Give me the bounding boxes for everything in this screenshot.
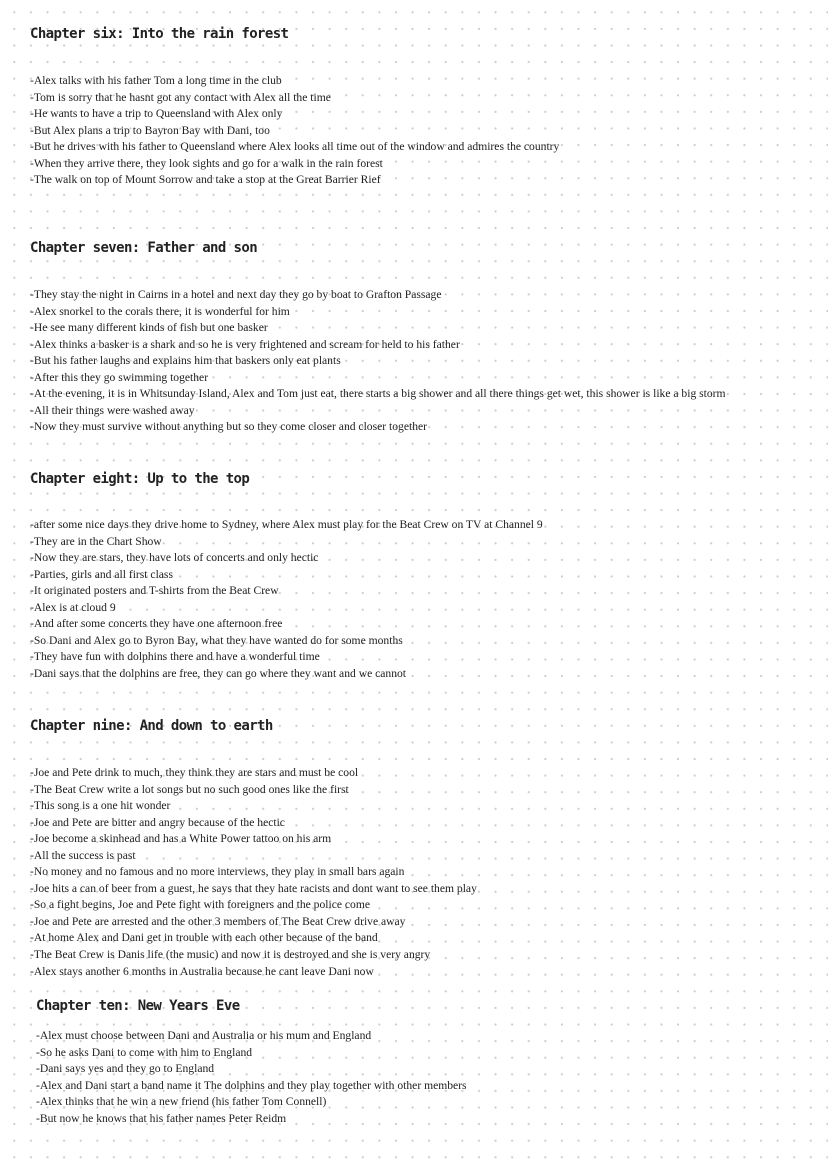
chapter-seven [30,240,810,436]
note-line: -Alex talks with his father Tom a long time in the club [30,74,282,87]
note-line: -Dani says that the dolphins are free, they can go where they want and we cannot [30,666,407,680]
note-line: -He wants to have a trip to Queensland with Alex only [30,107,283,121]
note-line: -And after some concerts they have one afternoon free [30,617,283,631]
chapter-notes [30,73,810,189]
chapter-eight [30,471,810,682]
note-line: -Alex must choose between Dani and Australia or his mum and England [36,1029,372,1042]
note-line: -All the success is past [30,848,136,862]
note-line: -Alex stays another 6 months in Australia because he cant leave Dani now [30,964,374,978]
note-line: -Joe become a skinhead and has a White Power tattoo on his arm [30,832,332,846]
chapter-title: Chapter eight: Up to the top [30,471,250,487]
note-line: -Alex is at cloud 9 [30,600,116,614]
note-line: -Tom is sorry that he hasnt got any contact with Alex all the time [30,90,331,104]
note-line: -They stay the night in Cairns in a hotel and next day they go by boat to Grafton Passage [30,288,442,301]
note-line: -Joe and Pete are bitter and angry because of the hectic [30,815,285,829]
note-line: -Joe and Pete drink to much, they think they are stars and must be cool [30,766,359,779]
note-line: -All their things were washed away [30,403,195,417]
note-line: -When they arrive there, they look sights and go for a walk in the rain forest [30,156,383,170]
note-line: -No money and no famous and no more interviews, they play in small bars again [30,865,405,879]
note-line: -Alex and Dani start a band name it The dolphins and they play together with other members [36,1078,467,1092]
note-line: -Joe and Pete are arrested and the other 3 members of The Beat Crew drive away [30,914,406,928]
note-line: -Now they must survive without anything but so they come closer and closer together [30,420,428,434]
note-line: -They have fun with dolphins there and have a wonderful time [30,650,320,664]
chapter-notes [36,1028,816,1127]
note-line: -He see many different kinds of fish but one basker [30,321,268,335]
chapter-title: Chapter ten: New Years Eve [36,998,240,1014]
note-line: -So Dani and Alex go to Byron Bay, what they have wanted do for some months [30,633,403,647]
chapter-nine [30,718,810,980]
note-line: -They are in the Chart Show [30,534,162,548]
note-line: -It originated posters and T-shirts from the Beat Crew [30,584,279,598]
chapter-title: Chapter six: Into the rain forest [30,26,289,42]
note-line: -At the evening, it is in Whitsunday Island, Alex and Tom just eat, there starts a big shower and all there things get wet, this shower is like a big storm [30,387,726,401]
chapter-notes [30,287,810,436]
chapter-title: Chapter seven: Father and son [30,240,258,256]
note-line: -The Beat Crew write a lot songs but no such good ones like the first [30,782,349,796]
chapter-six [30,26,810,189]
note-line: -So he asks Dani to come with him to England [36,1045,253,1059]
note-line: -Dani says yes and they go to England [36,1062,215,1076]
note-line: -Alex snorkel to the corals there, it is wonderful for him [30,304,290,318]
note-line: -But now he knows that his father names Peter Reidm [36,1111,287,1125]
note-line: -Alex thinks that he win a new friend (his father Tom Connell) [36,1095,327,1109]
note-line: -The Beat Crew is Danis life (the music) and now it is destroyed and she is very angry [30,948,431,962]
note-line: -But his father laughs and explains him that baskers only eat plants [30,354,341,368]
note-line: -Alex thinks a basker is a shark and so he is very frightened and scream for held to his father [30,337,460,351]
note-line: -after some nice days they drive home to Sydney, where Alex must play for the Beat Crew on TV at Channel 9 [30,518,543,531]
note-line: -But Alex plans a trip to Bayron Bay with Dani, too [30,123,270,137]
chapter-notes [30,517,810,682]
note-line: -At home Alex and Dani get in trouble with each other because of the band [30,931,378,945]
note-line: -Joe hits a can of beer from a guest, he says that they hate racists and dont want to see them play [30,881,477,895]
note-line: -This song is a one hit wonder [30,799,171,813]
note-line: -Now they are stars, they have lots of concerts and only hectic [30,551,319,565]
note-line: -The walk on top of Mount Sorrow and take a stop at the Great Barrier Rief [30,173,381,187]
note-line: -So a fight begins, Joe and Pete fight with foreigners and the police come [30,898,370,912]
chapter-title: Chapter nine: And down to earth [30,718,273,734]
note-line: -But he drives with his father to Queensland where Alex looks all time out of the window and admires the country [30,140,560,154]
chapter-notes [30,765,810,980]
chapter-ten [36,998,816,1127]
note-line: -Parties, girls and all first class [30,567,173,581]
note-line: -After this they go swimming together [30,370,209,384]
